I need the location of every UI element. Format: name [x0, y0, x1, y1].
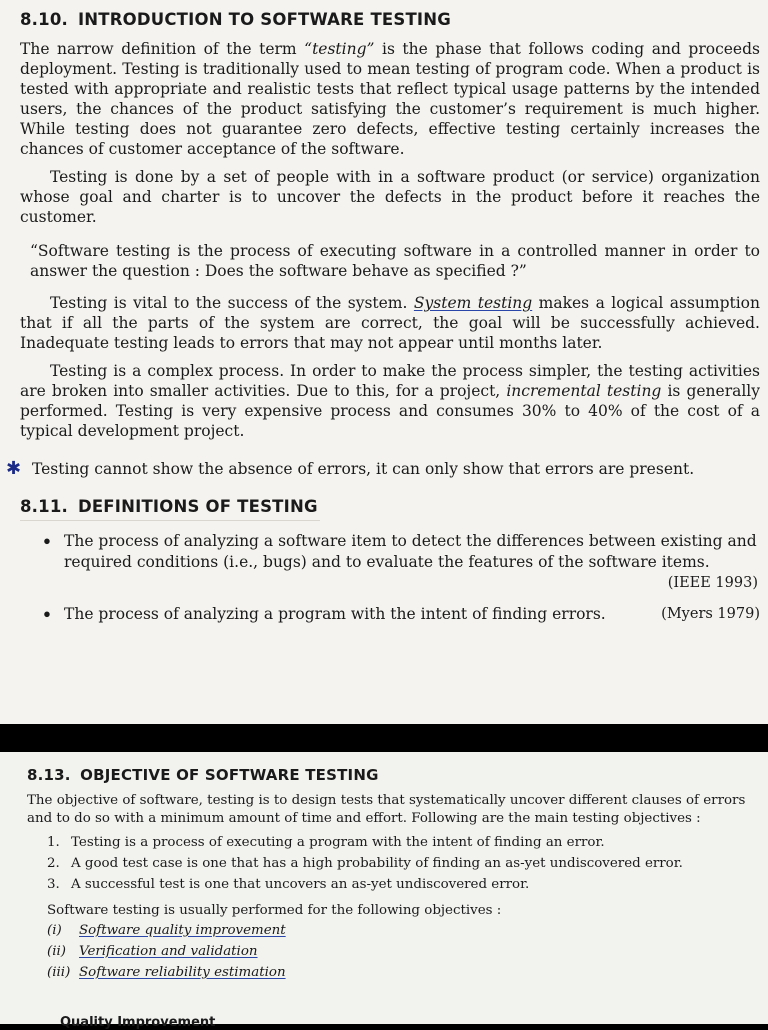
section-heading-8-10: [20, 10, 760, 29]
list-item: [47, 832, 760, 853]
text: makes a logical assumption that if all the parts of the system are correct, the goal will be successfully achieved. Inadequate testing leads to errors that may not appear until months later.: [20, 294, 760, 352]
paragraph-absence-of-errors: [6, 458, 760, 479]
section-heading-8-11: [20, 497, 320, 521]
asterisk-mark-icon: ✱: [6, 458, 22, 479]
text: Testing cannot show the absence of errors, it can only show that errors are present.: [32, 460, 695, 478]
paragraph-complex-process: [20, 361, 760, 441]
paragraph-quote: “Software testing is the process of executing software in a controlled manner in order to answer the question : Does the software behave as specified ?”: [30, 242, 760, 280]
paragraph-testing-people: Testing is done by a set of people with in a software product (or service) organization whose goal and charter is to uncover the defects in the product before it reaches the customer.: [20, 168, 760, 226]
list-item: [42, 531, 760, 594]
term-incremental-testing: incremental testing: [506, 382, 662, 400]
performed-objectives-list: [27, 920, 760, 983]
item-number: 1.: [47, 835, 60, 850]
item-number: (iii): [47, 965, 71, 980]
item-number: 2.: [47, 856, 60, 871]
paragraph-system-testing: [20, 293, 760, 353]
list-item: [47, 874, 760, 895]
cutoff-heading: Quality Improvement: [60, 1015, 216, 1030]
item-number: (i): [47, 923, 62, 938]
section-number: 8.10.: [20, 10, 68, 29]
item-number: 3.: [47, 877, 60, 892]
item-text: Testing is a process of executing a program with the intent of finding an error.: [71, 835, 605, 850]
section-title: INTRODUCTION TO SOFTWARE TESTING: [77, 10, 452, 29]
item-text: Verification and validation: [79, 944, 258, 959]
list-item: [47, 962, 760, 983]
definitions-list: [20, 531, 760, 625]
item-text: Software reliability estimation: [79, 965, 286, 980]
page-bottom: [0, 752, 768, 1030]
item-number: (ii): [47, 944, 67, 959]
text: Testing is a complex process. In order to make the process simpler, the testing activities are broken into smaller activities. Due to this, for a project,: [20, 362, 760, 400]
section-title: OBJECTIVE OF SOFTWARE TESTING: [80, 766, 379, 784]
list-item: [47, 853, 760, 874]
text: is the phase that follows coding and proceeds deployment. Testing is traditionally used to mean testing of program code. When a product is tested with appropriate and realistic tests that reflect typical usage patterns by the intended users, the chances of the product satisfying the customer’s requirement is much higher. While testing does not guarantee zero defects, effective testing certainly increases the chances of customer acceptance of the software.: [20, 40, 760, 158]
item-text: Software quality improvement: [79, 923, 286, 938]
paragraph-testing-definition: [20, 39, 760, 159]
item-text: A good test case is one that has a high probability of finding an as-yet undiscovered error.: [71, 856, 683, 871]
text: Testing is vital to the success of the system.: [50, 294, 414, 312]
list-item: [47, 941, 760, 962]
text: The narrow definition of the term: [20, 40, 305, 58]
paragraph-objective-intro: The objective of software, testing is to design tests that systematically uncover different clauses of errors and to do so with a minimum amount of time and effort. Following are the main testing objectives :: [27, 793, 746, 826]
section-number: 8.11.: [20, 497, 68, 516]
term-system-testing: System testing: [413, 294, 533, 312]
citation: (IEEE 1993): [667, 575, 758, 591]
list-item: [42, 604, 760, 625]
objectives-list: [27, 832, 760, 895]
section-number: 8.13.: [27, 766, 71, 784]
definition-text: The process of analyzing a software item to detect the differences between existing and required conditions (i.e., bugs) and to evaluate the features of the software items.: [64, 532, 757, 571]
paragraph-performed-intro: Software testing is usually performed for the following objectives :: [47, 903, 502, 918]
section-heading-8-13: [27, 766, 760, 784]
citation: • (Myers 1979): [661, 606, 760, 622]
item-text: A successful test is one that uncovers an as-yet undiscovered error.: [71, 877, 530, 892]
definition-text: The process of analyzing a program with the intent of finding errors.: [64, 605, 606, 623]
text: is generally performed. Testing is very expensive process and consumes 30% to 40% of the cost of a typical development project.: [20, 382, 761, 440]
section-title: DEFINITIONS OF TESTING: [77, 497, 318, 516]
list-item: [47, 920, 760, 941]
term-testing: “testing”: [304, 40, 375, 58]
